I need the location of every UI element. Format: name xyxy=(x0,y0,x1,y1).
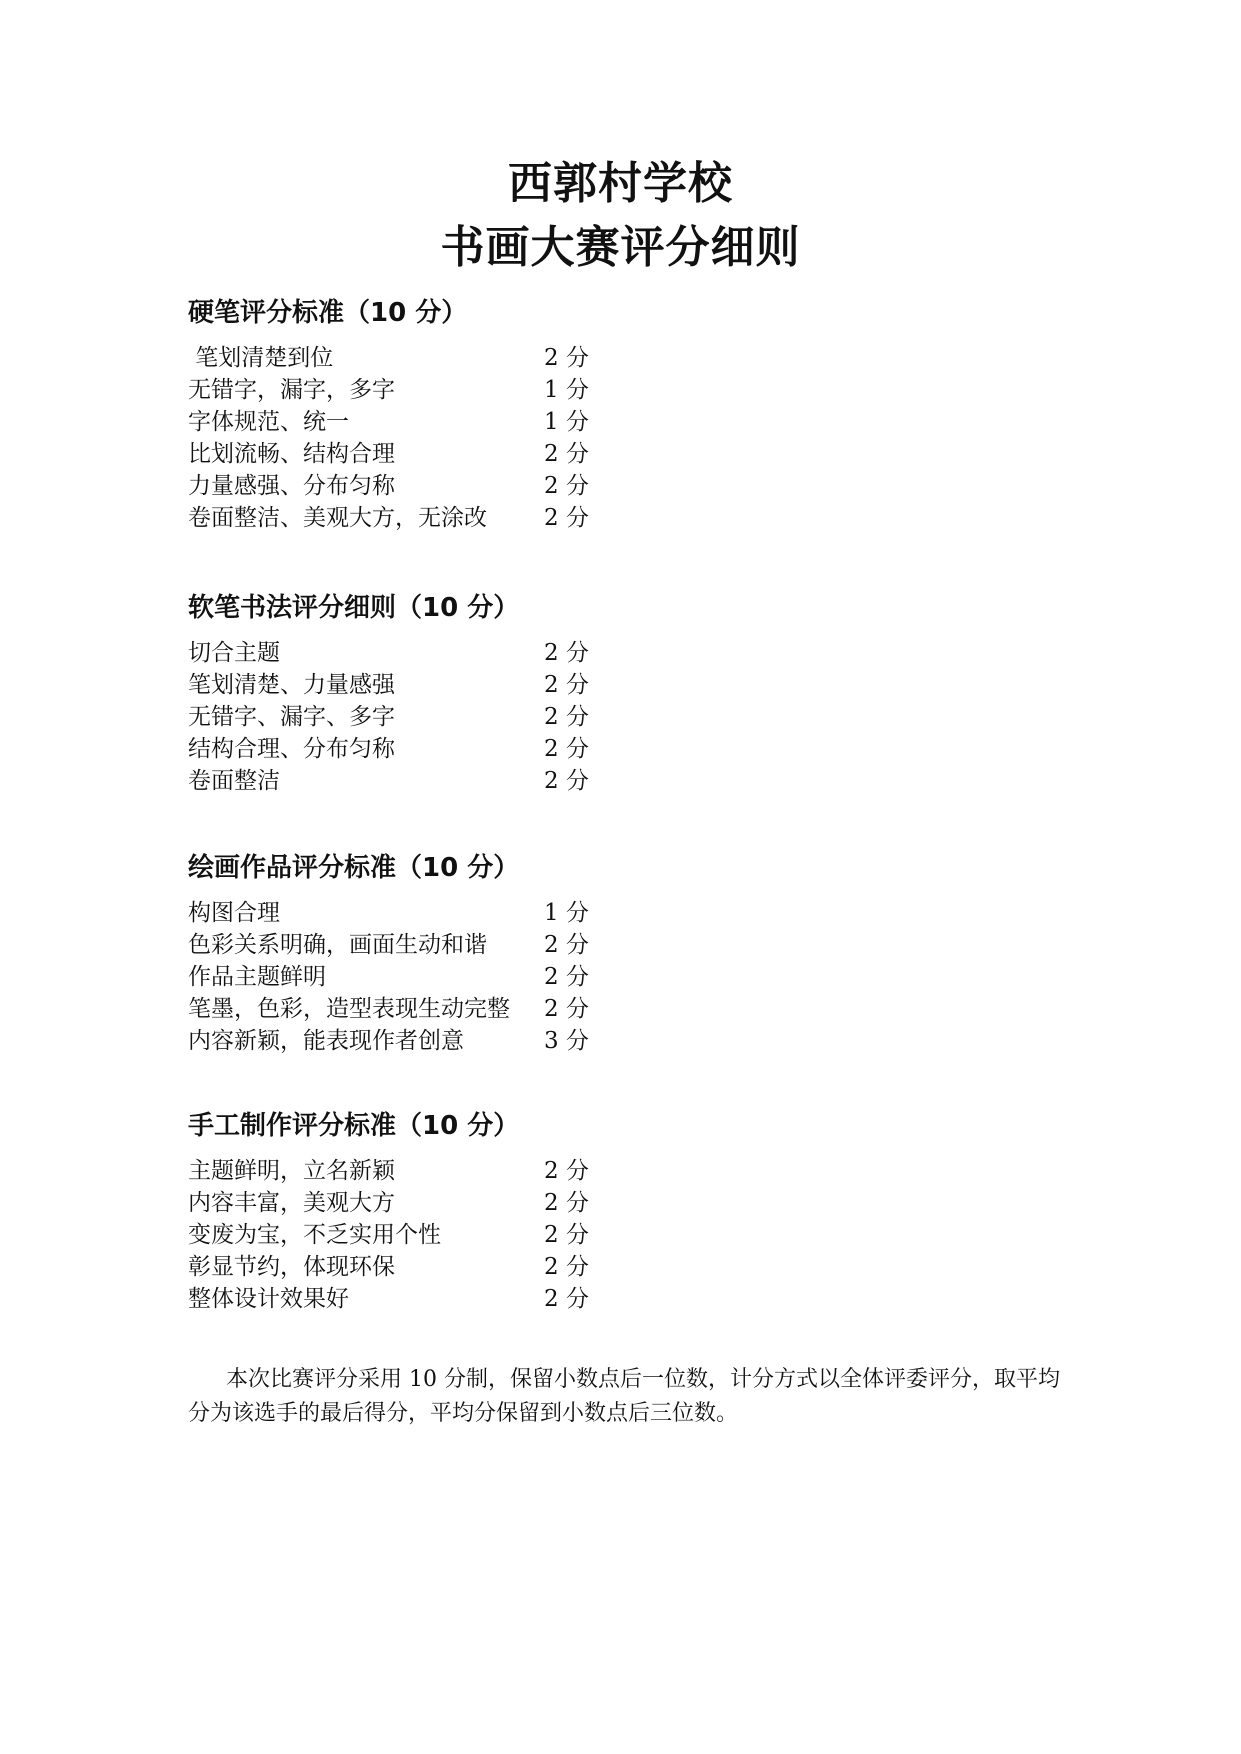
criteria-row xyxy=(188,1187,1088,1219)
criteria-label: 比划流畅、结构合理 xyxy=(188,441,395,467)
section-heading: 手工制作评分标准（10 分） xyxy=(188,1111,520,1141)
criteria-label: 构图合理 xyxy=(188,900,280,926)
criteria-label: 整体设计效果好 xyxy=(188,1286,349,1312)
criteria-row xyxy=(188,342,1088,374)
criteria-score: 2 分 xyxy=(544,964,589,990)
criteria-row xyxy=(188,470,1088,502)
criteria-label: 彰显节约，体现环保 xyxy=(188,1254,395,1280)
criteria-row xyxy=(188,1155,1088,1187)
criteria-label: 结构合理、分布匀称 xyxy=(188,736,395,762)
criteria-score: 2 分 xyxy=(544,704,589,730)
criteria-score: 2 分 xyxy=(544,768,589,794)
criteria-row xyxy=(188,1219,1088,1251)
criteria-row xyxy=(188,929,1088,961)
criteria-score: 2 分 xyxy=(544,505,589,531)
section-painting xyxy=(188,851,1088,1057)
criteria-label: 力量感强、分布匀称 xyxy=(188,473,395,499)
criteria-row xyxy=(188,374,1088,406)
criteria-list xyxy=(188,1155,1088,1315)
criteria-label: 作品主题鲜明 xyxy=(188,964,326,990)
criteria-row xyxy=(188,1025,1088,1057)
criteria-score: 1 分 xyxy=(544,900,589,926)
criteria-score: 2 分 xyxy=(544,473,589,499)
criteria-row xyxy=(188,993,1088,1025)
criteria-row xyxy=(188,502,1088,534)
section-heading: 软笔书法评分细则（10 分） xyxy=(188,593,520,623)
criteria-row xyxy=(188,897,1088,929)
criteria-label: 卷面整洁 xyxy=(188,768,280,794)
criteria-score: 2 分 xyxy=(544,1222,589,1248)
criteria-score: 2 分 xyxy=(544,672,589,698)
criteria-score: 1 分 xyxy=(544,409,589,435)
criteria-row xyxy=(188,1283,1088,1315)
criteria-score: 2 分 xyxy=(544,441,589,467)
criteria-score: 2 分 xyxy=(544,932,589,958)
criteria-label: 笔墨，色彩，造型表现生动完整 xyxy=(188,996,510,1022)
criteria-row xyxy=(188,406,1088,438)
section-heading: 硬笔评分标准（10 分） xyxy=(188,298,468,328)
criteria-label: 色彩关系明确，画面生动和谐 xyxy=(188,932,487,958)
criteria-score: 2 分 xyxy=(544,1190,589,1216)
criteria-row xyxy=(188,961,1088,993)
criteria-row xyxy=(188,669,1088,701)
criteria-row xyxy=(188,438,1088,470)
criteria-score: 2 分 xyxy=(544,996,589,1022)
criteria-label: 卷面整洁、美观大方，无涂改 xyxy=(188,505,487,531)
criteria-row xyxy=(188,733,1088,765)
criteria-score: 1 分 xyxy=(544,377,589,403)
criteria-row xyxy=(188,701,1088,733)
criteria-label: 无错字，漏字，多字 xyxy=(188,377,395,403)
criteria-label: 笔划清楚、力量感强 xyxy=(188,672,395,698)
criteria-label: 字体规范、统一 xyxy=(188,409,349,435)
criteria-list xyxy=(188,897,1088,1057)
criteria-score: 2 分 xyxy=(544,1254,589,1280)
criteria-label: 切合主题 xyxy=(188,640,280,666)
criteria-score: 2 分 xyxy=(544,1158,589,1184)
criteria-label: 主题鲜明，立名新颖 xyxy=(188,1158,395,1184)
criteria-score: 2 分 xyxy=(544,640,589,666)
criteria-list xyxy=(188,342,1088,534)
criteria-score: 2 分 xyxy=(544,345,589,371)
criteria-list xyxy=(188,637,1088,797)
criteria-label: 无错字、漏字、多字 xyxy=(188,704,395,730)
section-handicraft xyxy=(188,1109,1088,1315)
criteria-label: 笔划清楚到位 xyxy=(188,345,334,371)
criteria-score: 3 分 xyxy=(544,1028,589,1054)
criteria-row xyxy=(188,765,1088,797)
section-heading: 绘画作品评分标准（10 分） xyxy=(188,853,520,883)
criteria-label: 内容新颖，能表现作者创意 xyxy=(188,1028,464,1054)
scoring-note: 本次比赛评分采用 10 分制，保留小数点后一位数，计分方式以全体评委评分，取平均分为该选手的最后得分，平均分保留到小数点后三位数。 xyxy=(188,1367,1060,1426)
school-title: 西郭村学校 xyxy=(508,158,733,209)
section-brush-calligraphy xyxy=(188,591,1088,797)
criteria-score: 2 分 xyxy=(544,736,589,762)
criteria-label: 变废为宝，不乏实用个性 xyxy=(188,1222,441,1248)
document-title: 书画大赛评分细则 xyxy=(440,222,801,273)
criteria-row xyxy=(188,637,1088,669)
section-hard-pen xyxy=(188,296,1088,534)
criteria-score: 2 分 xyxy=(544,1286,589,1312)
criteria-row xyxy=(188,1251,1088,1283)
criteria-label: 内容丰富，美观大方 xyxy=(188,1190,395,1216)
